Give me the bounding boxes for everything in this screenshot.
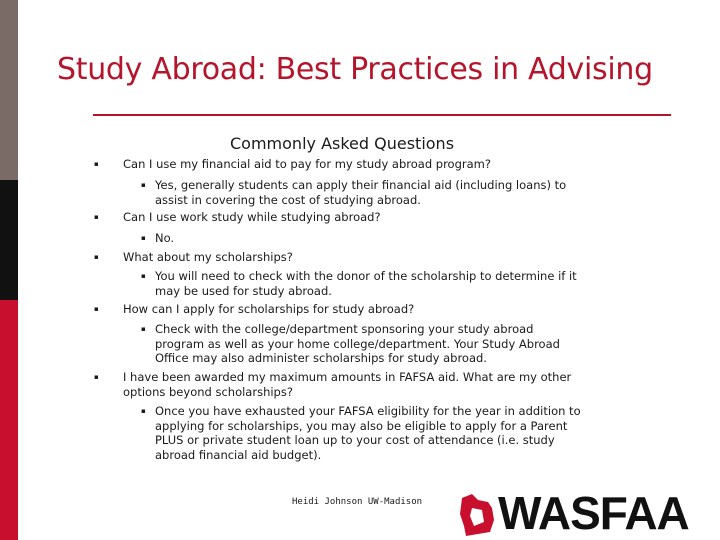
answer-bullet: ▪ xyxy=(141,325,146,333)
question-3: What about my scholarships? xyxy=(123,250,293,264)
answer-bullet: ▪ xyxy=(141,272,146,280)
question-bullet: ▪ xyxy=(94,373,99,381)
answer-bullet: ▪ xyxy=(141,234,146,242)
question-bullet: ▪ xyxy=(94,253,99,261)
answer-bullet: ▪ xyxy=(141,407,146,415)
answer-2: No. xyxy=(155,231,175,245)
question-5: I have been awarded my maximum amounts in FAFSA aid. What are my other options beyond scholarships? xyxy=(123,370,572,399)
side-band-black xyxy=(0,180,18,300)
question-1: Can I use my financial aid to pay for my study abroad program? xyxy=(123,157,491,171)
side-band-red xyxy=(0,300,18,540)
answer-4: Check with the college/department sponsoring your study abroad program as well as your home college/department. Your Study Abroad Office may also administer scholarships for study abroad. xyxy=(155,322,560,365)
slide-title: Study Abroad: Best Practices in Advising xyxy=(57,52,653,87)
answer-3: You will need to check with the donor of the scholarship to determine if it may be used for study abroad. xyxy=(155,269,577,298)
answer-1: Yes, generally students can apply their financial aid (including loans) to assist in covering the cost of studying abroad. xyxy=(155,178,567,207)
question-4: How can I apply for scholarships for study abroad? xyxy=(123,302,415,316)
side-band-gray xyxy=(0,0,18,180)
wasfaa-logo xyxy=(458,487,720,540)
wisconsin-state-icon xyxy=(458,492,498,538)
question-2: Can I use work study while studying abroad? xyxy=(123,210,381,224)
slide-subtitle: Commonly Asked Questions xyxy=(230,134,455,153)
answer-5: Once you have exhausted your FAFSA eligibility for the year in addition to applying for scholarships, you may also be eligible to apply for a Parent PLUS or private student loan up to your cost of attendance (i.e. study abroad financial aid budget). xyxy=(155,404,581,462)
logo-wordmark: WASFAA xyxy=(498,487,689,539)
question-bullet: ▪ xyxy=(94,160,99,168)
question-bullet: ▪ xyxy=(94,213,99,221)
question-bullet: ▪ xyxy=(94,305,99,313)
footer-author: Heidi Johnson UW-Madison xyxy=(292,497,423,507)
title-divider xyxy=(93,114,671,116)
answer-bullet: ▪ xyxy=(141,181,146,189)
